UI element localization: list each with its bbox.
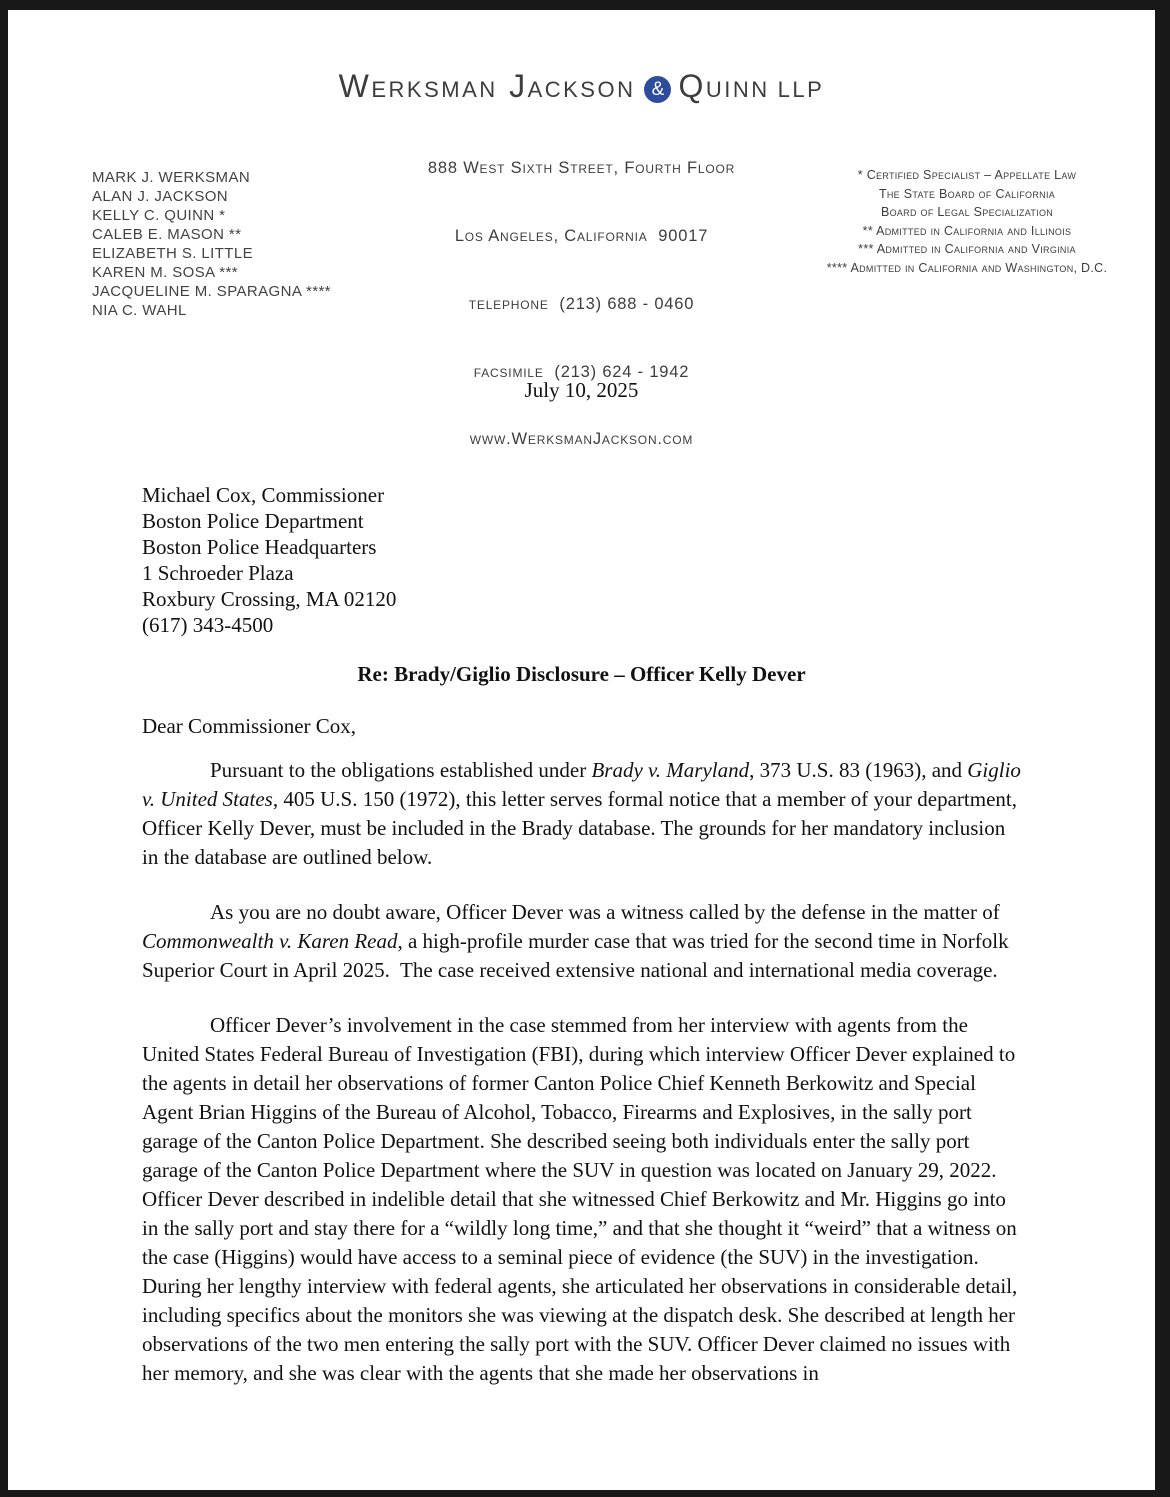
paragraph-2 <box>142 898 1022 985</box>
case-citation: Giglio v. United States <box>142 758 1027 811</box>
recipient-line: Boston Police Headquarters <box>142 535 377 559</box>
letter-date: July 10, 2025 <box>524 378 639 402</box>
certification-line: * Certified Specialist – Appellate Law <box>857 168 1077 182</box>
attorney-name: JACQUELINE M. SPARAGNA **** <box>92 283 331 300</box>
certification-line: Board of Legal Specialization <box>880 205 1054 220</box>
ampersand-glyph: & <box>651 79 665 100</box>
paragraph-text: , a high-profile murder case that was tried for the second time in Norfolk Superior Court in April 2025. The case received extensive national and international media coverage. <box>142 929 1014 982</box>
attorney-name: KELLY C. QUINN * <box>92 207 226 224</box>
firm-name-part2: Quinn <box>678 68 770 104</box>
paragraph-text: , 373 U.S. 83 (1963), and <box>749 758 968 782</box>
paragraph-1 <box>142 756 1027 872</box>
attorney-name: ELIZABETH S. LITTLE <box>92 245 253 262</box>
firm-phone-line: telephone (213) 688 - 0460 <box>468 294 695 313</box>
recipient-line: Roxbury Crossing, MA 02120 <box>142 587 397 611</box>
salutation: Dear Commissioner Cox, <box>142 714 357 738</box>
firm-fax-line: facsimile (213) 624 - 1942 <box>473 362 690 381</box>
recipient-phone: (617) 343-4500 <box>142 613 274 637</box>
attorney-name: KAREN M. SOSA *** <box>92 264 239 281</box>
certification-line: *** Admitted in California and Virginia <box>858 242 1076 257</box>
firm-name <box>8 68 1155 105</box>
attorney-name: CALEB E. MASON ** <box>92 226 242 243</box>
recipient-line: 1 Schroeder Plaza <box>142 561 294 585</box>
certification-notes <box>797 166 1137 278</box>
recipient-line: Boston Police Department <box>142 509 364 533</box>
paragraph-text: Pursuant to the obligations established under <box>210 758 592 782</box>
case-citation: Brady v. Maryland <box>591 758 750 782</box>
paragraph-text: As you are no doubt aware, Officer Dever was a witness called by the defense in the matter of <box>210 900 1005 924</box>
attorney-name: MARK J. WERKSMAN <box>92 169 251 186</box>
case-citation: Commonwealth v. Karen Read <box>142 929 398 953</box>
paragraph-3 <box>142 1011 1022 1388</box>
attorney-list <box>92 168 331 320</box>
letter-page <box>8 10 1155 1490</box>
certification-line: The State Board of California <box>878 186 1056 201</box>
paragraph-text: , 405 U.S. 150 (1972), this letter serves formal notice that a member of your department, Officer Kelly Dever, must be included in the Brady database. The grounds for her mandatory inclusion in the database are outlined below. <box>142 787 1023 869</box>
certification-line: ** Admitted in California and Illinois <box>862 223 1072 238</box>
firm-name-part1: Werksman Jackson <box>338 68 636 104</box>
recipient-address-block <box>142 482 396 638</box>
firm-address-line: Los Angeles, California 90017 <box>454 226 709 245</box>
recipient-line: Michael Cox, Commissioner <box>142 483 385 507</box>
letter-body <box>142 756 1027 1388</box>
ampersand-logo-icon <box>644 76 671 103</box>
firm-address-line: 888 West Sixth Street, Fourth Floor <box>427 159 736 178</box>
firm-website-line: www.WerksmanJackson.com <box>469 430 694 449</box>
certification-line: **** Admitted in California and Washington, D.C. <box>826 260 1108 275</box>
paragraph-text: Officer Dever’s involvement in the case stemmed from her interview with agents from the United States Federal Bureau of Investigation (FBI), during which interview Officer Dever explained to the agents in detail her observations of former Canton Police Chief Kenneth Berkowitz and Special Agent Brian Higgins of the Bureau of Alcohol, Tobacco, Firearms and Explosives, in the sally port garage of the Canton Police Department. She described seeing both individuals enter the sally port garage of the Canton Police Department where the SUV in question was located on January 29, 2022. Officer Dever described in indelible detail that she witnessed Chief Berkowitz and Mr. Higgins go into in the sally port and stay there for a “wildly long time,” and that she thought it “weird” that a witness on the case (Higgins) would have access to a seminal piece of evidence (the SUV) in the investigation. During her lengthy interview with federal agents, she articulated her observations in considerable detail, including specifics about the monitors she was viewing at the dispatch desk. She described at length her observations of the two men entering the sally port with the SUV. Officer Dever claimed no issues with her memory, and she was clear with the agents that she made her observations in <box>142 1013 1023 1385</box>
subject-line: Re: Brady/Giglio Disclosure – Officer Kelly Dever <box>357 662 806 686</box>
attorney-name: NIA C. WAHL <box>92 302 187 319</box>
attorney-name: ALAN J. JACKSON <box>92 188 229 205</box>
firm-name-suffix: llp <box>777 68 825 104</box>
